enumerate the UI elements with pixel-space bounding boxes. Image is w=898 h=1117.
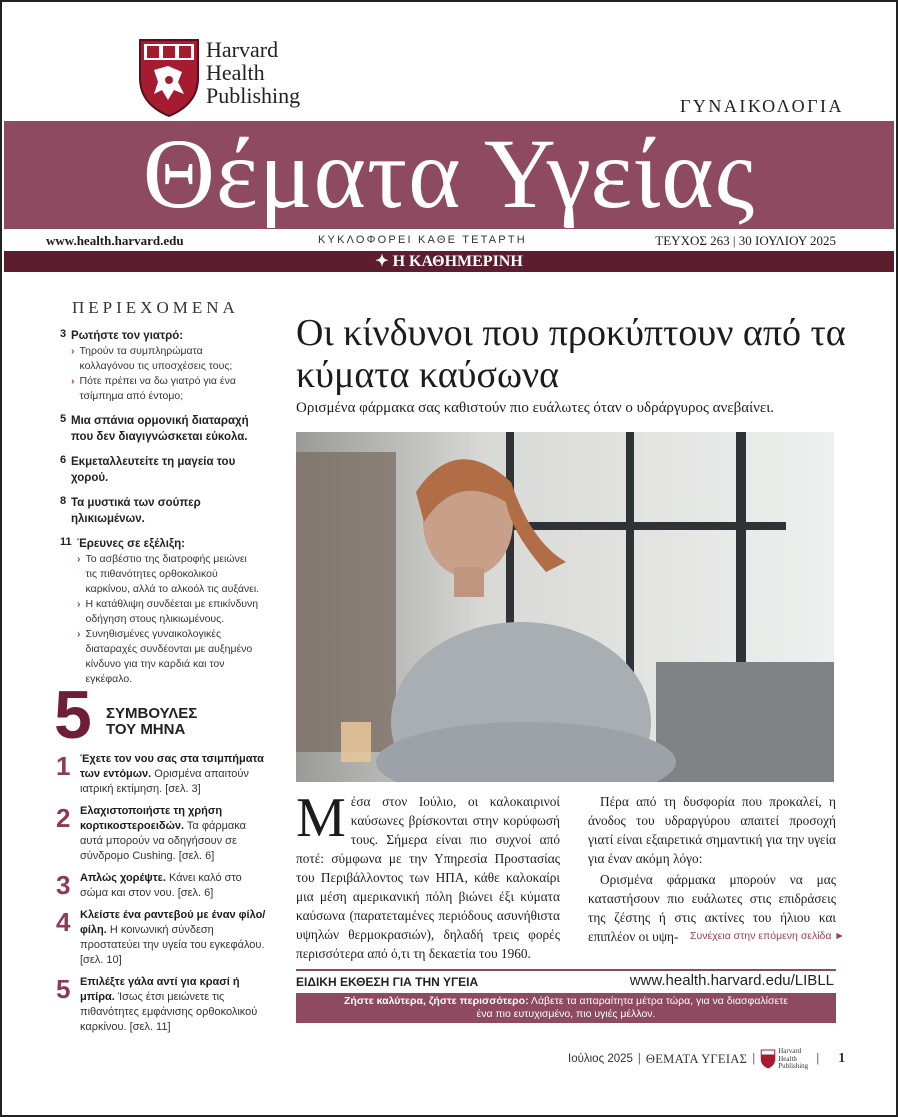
bullet-icon: › xyxy=(71,375,75,387)
table-of-contents xyxy=(60,328,260,696)
article-photo xyxy=(296,432,834,782)
toc-subitem xyxy=(71,344,260,374)
toc-page-number: 8 xyxy=(60,495,67,507)
toc-item[interactable] xyxy=(60,536,260,687)
tip-heading: Έχετε τον νου σας στα τσιμπήματα των εντόμων. xyxy=(80,753,264,780)
toc-title: Ρωτήστε τον γιατρό: xyxy=(71,330,184,342)
tip-number: 1 xyxy=(56,751,71,781)
toc-subitem xyxy=(77,597,260,627)
footer-logo-line: Publishing xyxy=(778,1062,809,1070)
tips-big-number: 5 xyxy=(54,677,92,753)
tip-heading: Ελαχιστοποιήστε τη χρήση κορτικοστεροειδών. xyxy=(80,805,223,832)
tip-number: 2 xyxy=(56,803,71,833)
footer-date: Ιούλιος 2025 xyxy=(568,1053,633,1066)
report-band-text: Λάβετε τα απαραίτητα μέτρα τώρα, για να διασφαλίσετε xyxy=(528,995,788,1007)
toc-subitem xyxy=(77,627,260,687)
tip-item xyxy=(56,871,266,901)
tip-body: Τα φάρμακα αυτά μπορούν να οδηγήσουν σε σύνδρομο Cushing. [σελ. 6] xyxy=(80,820,247,862)
tip-number: 4 xyxy=(56,907,71,937)
footer-logo-line: Health xyxy=(778,1054,797,1063)
footer-separator: | xyxy=(637,1053,641,1066)
tip-item xyxy=(56,975,266,1035)
toc-item[interactable] xyxy=(60,495,260,527)
toc-item[interactable] xyxy=(60,454,260,486)
newspaper-label: Η ΚΑΘΗΜΕΡΙΝΗ xyxy=(392,253,523,270)
tip-item xyxy=(56,752,266,797)
footer-shield-icon xyxy=(760,1049,776,1069)
toc-page-number: 3 xyxy=(60,328,67,340)
masthead-title: Θέματα Υγείας xyxy=(142,118,756,229)
tip-number: 5 xyxy=(56,974,71,1004)
page-footer xyxy=(568,1048,845,1071)
toc-title: Τα μυστικά των σούπερ ηλικιωμένων. xyxy=(71,497,201,525)
bullet-icon: › xyxy=(77,598,81,610)
footer-title: ΘΕΜΑΤΑ ΥΓΕΙΑΣ xyxy=(645,1051,748,1066)
footer-separator: | xyxy=(752,1053,756,1066)
issue-info: ΤΕΥΧΟΣ 263 | 30 ΙΟΥΛΙΟΥ 2025 xyxy=(655,233,836,248)
logo-line: Health xyxy=(206,60,265,85)
category-label: ΓΥΝΑΙΚΟΛΟΓΙΑ xyxy=(680,96,845,116)
report-band xyxy=(296,993,836,1023)
tip-heading: Κλείστε ένα ραντεβού με έναν φίλο/φίλη. xyxy=(80,909,266,936)
page-number: 1 xyxy=(838,1051,846,1067)
report-band-text: ένα πιο ευτυχισμένο, πιο υγιές μέλλον. xyxy=(476,1008,656,1020)
info-line xyxy=(0,230,898,250)
report-divider xyxy=(296,969,836,971)
toc-subitem-text: Πότε πρέπει να δω γιατρό για ένα τσίμπημα από έντομο; xyxy=(79,375,236,402)
logo-line: Publishing xyxy=(206,83,301,108)
toc-item[interactable] xyxy=(60,328,260,404)
tip-number: 3 xyxy=(56,870,71,900)
footer-logo-line: Harvard xyxy=(778,1047,802,1055)
tip-body: Κάνει καλό στο σώμα και στον νου. [σελ. 6] xyxy=(80,872,242,899)
article-paragraph: Ορισμένα φάρμακα μπορούν να μας καταστήσουν πιο ευάλωτες στις επιδράσεις της ζέστης ή στις ακτίνες του ήλιου και επιπλέον οι υψη- xyxy=(588,872,836,944)
article-column-1 xyxy=(296,787,560,963)
bullet-icon: › xyxy=(71,345,75,357)
bullet-icon: › xyxy=(77,628,81,640)
tip-item xyxy=(56,804,266,864)
bullet-icon: › xyxy=(77,553,81,565)
tip-item xyxy=(56,908,266,968)
toc-page-number: 6 xyxy=(60,454,67,466)
tip-heading: Απλώς χορέψτε. xyxy=(80,872,166,884)
harvard-logo xyxy=(138,38,300,118)
report-band-bold: Ζήστε καλύτερα, ζήστε περισσότερο: xyxy=(344,995,529,1007)
toc-subitem-text: Τηρούν τα συμπληρώματα κολλαγόνου τις υποσχέσεις τους; xyxy=(79,345,233,372)
toc-title: Μια σπάνια ορμονική διαταραχή που δεν διαγιγνώσκεται εύκολα. xyxy=(71,415,249,443)
tips-title-line: ΣΥΜΒΟΥΛΕΣ xyxy=(106,705,198,722)
toc-heading: ΠΕΡΙΕΧΟΜΕΝΑ xyxy=(72,298,239,317)
toc-subitem-text: Η κατάθλιψη συνδέεται με επικίνδυνη οδήγηση στους ηλικιωμένους. xyxy=(85,598,259,625)
tip-body: Η κοινωνική σύνδεση προστατεύει την υγεία του εγκεφάλου. [σελ. 10] xyxy=(80,924,265,966)
tips-list xyxy=(56,752,266,1042)
bird-icon: ✦ xyxy=(375,253,393,270)
toc-subitem-text: Το ασβέστιο της διατροφής μειώνει τις πιθανότητες ορθοκολικού καρκίνου, αλλά το αλκοόλ τις αυξάνει. xyxy=(85,553,260,595)
article-column-2 xyxy=(588,792,836,946)
toc-subitem xyxy=(71,374,260,404)
logo-line: Harvard xyxy=(206,37,279,62)
toc-page-number: 5 xyxy=(60,413,67,425)
article-headline: Οι κίνδυνοι που προκύπτουν από τα κύματα καύσωνα xyxy=(296,312,846,396)
tips-title xyxy=(106,706,197,738)
continued-link[interactable]: Συνέχεια στην επόμενη σελίδα ► xyxy=(690,930,845,942)
tip-body: Ορισμένα απαιτούν ιατρική εκτίμηση. [σελ. 3] xyxy=(80,768,249,795)
report-label: ΕΙΔΙΚΗ ΕΚΘΕΣΗ ΓΙΑ ΤΗΝ ΥΓΕΙΑ xyxy=(296,975,479,989)
shield-icon xyxy=(138,38,200,118)
toc-subitem-text: Συνηθισμένες γυναικολογικές διαταραχές συνδέονται με αυξημένο κίνδυνο για την καρδιά και τον εγκέφαλο. xyxy=(85,628,253,685)
article-paragraph: έσα στον Ιούλιο, οι καλοκαιρινοί καύσωνες βρίσκονται στην κορύφωσή τους. Σήμερα είναι πιο συχνοί από ποτέ: σύμφωνα με την Υπηρεσία Προστασίας του Περιβάλλοντος των ΗΠΑ, κάθε καλοκαίρι μια μέση αμερικανική πόλη βιώνει έξι κύματα καύσωνα (παρατεταμένες περιόδους ασυνήθιστα υψηλών θερμοκρασιών), δηλαδή τρεις φορές περισσότερα από ό,τι τη δεκαετία του 1960. xyxy=(296,794,560,961)
toc-title: Εκμεταλλευτείτε τη μαγεία του χορού. xyxy=(71,456,236,484)
tagline: ΚΥΚΛΟΦΟΡΕΙ ΚΑΘΕ ΤΕΤΑΡΤΗ xyxy=(318,234,527,246)
footer-separator: | xyxy=(816,1053,820,1066)
article-subhead: Ορισμένα φάρμακα σας καθιστούν πιο ευάλωτες όταν ο υδράργυρος ανεβαίνει. xyxy=(296,400,774,416)
toc-title: Έρευνες σε εξέλιξη: xyxy=(77,538,185,550)
article-paragraph: Πέρα από τη δυσφορία που προκαλεί, η άνοδος του υδραργύρου απαιτεί προσοχή γιατί είναι εξαιρετικά σημαντική για την υγεία για έναν ακόμη λόγο: xyxy=(588,794,836,866)
report-url[interactable]: www.health.harvard.edu/LIBLL xyxy=(629,972,834,989)
tip-body: Ίσως έτσι μειώνετε τις πιθανότητες εμφάνισης ορθοκολικού καρκίνου. [σελ. 11] xyxy=(80,991,258,1033)
toc-page-number: 11 xyxy=(60,536,72,548)
toc-item[interactable] xyxy=(60,413,260,445)
toc-subitem xyxy=(77,552,260,597)
website-link[interactable]: www.health.harvard.edu xyxy=(46,233,184,248)
footer-logo-text xyxy=(778,1048,808,1071)
tip-heading: Επιλέξτε γάλα αντί για κρασί ή μπίρα. xyxy=(80,976,240,1003)
drop-cap: Μ xyxy=(296,787,346,849)
newspaper-name xyxy=(0,251,898,272)
tips-title-line: ΤΟΥ ΜΗΝΑ xyxy=(106,721,186,738)
